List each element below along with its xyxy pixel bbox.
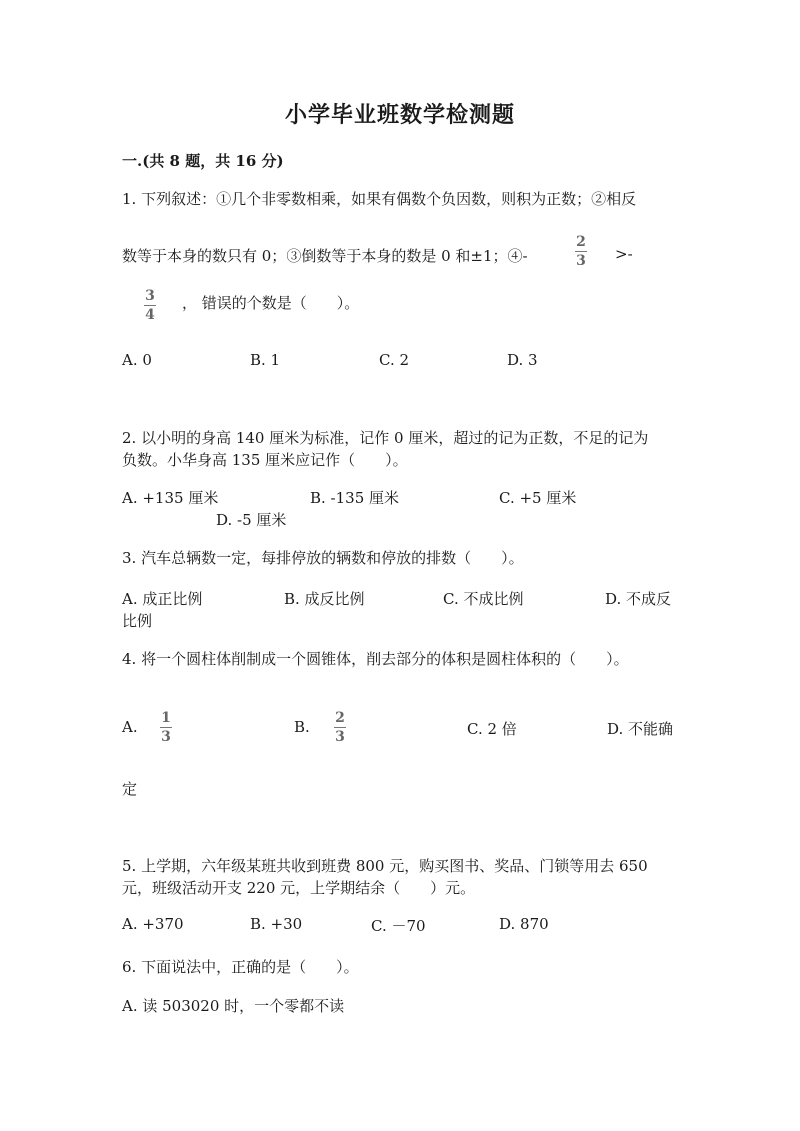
- q5-line-1: 5. 上学期，六年级某班共收到班费 800 元，购买图书、奖品、门锁等用去 650: [122, 857, 648, 875]
- q2-option-a[interactable]: A. +135 厘米: [122, 489, 219, 507]
- q5-option-c[interactable]: C. －70: [371, 917, 426, 935]
- q1-option-d[interactable]: D. 3: [507, 351, 538, 369]
- q5-option-d[interactable]: D. 870: [499, 915, 549, 933]
- q4-fraction-1-3: [160, 710, 172, 745]
- fraction-bar: [334, 727, 346, 728]
- q6-line-1: 6. 下面说法中，正确的是（ ）。: [122, 958, 359, 976]
- q1-option-a[interactable]: A. 0: [122, 351, 152, 369]
- fraction-bar: [160, 727, 172, 728]
- q2-line-2: 负数。小华身高 135 厘米应记作（ ）。: [122, 451, 408, 469]
- fraction-bar: [575, 251, 587, 252]
- fraction-numerator: 3: [145, 288, 155, 304]
- q3-option-c[interactable]: C. 不成比例: [443, 590, 524, 608]
- q1-fraction-2-3: [575, 234, 587, 269]
- q4-fraction-2-3: [334, 710, 346, 745]
- fraction-denominator: 3: [161, 729, 171, 745]
- page-title: 小学毕业班数学检测题: [284, 102, 515, 128]
- q1-line-2: 数等于本身的数只有 0；③倒数等于本身的数是 0 和±1；④-: [122, 247, 528, 265]
- q6-option-a[interactable]: A. 读 503020 时，一个零都不读: [122, 997, 345, 1015]
- q3-option-a[interactable]: A. 成正比例: [122, 590, 203, 608]
- fraction-denominator: 4: [145, 307, 155, 323]
- q1-option-b[interactable]: B. 1: [250, 351, 281, 369]
- q1-greater-than: >-: [615, 245, 633, 263]
- q5-option-a[interactable]: A. +370: [122, 915, 184, 933]
- q2-option-b[interactable]: B. -135 厘米: [310, 489, 400, 507]
- q2-option-d[interactable]: D. -5 厘米: [216, 511, 287, 529]
- q3-option-d[interactable]: D. 不成反: [605, 590, 672, 608]
- q1-line-1: 1. 下列叙述：①几个非零数相乘，如果有偶数个负因数，则积为正数；②相反: [122, 190, 637, 208]
- q5-line-2: 元，班级活动开支 220 元，上学期结余（ ）元。: [122, 879, 476, 897]
- section-heading: 一.(共 8 题，共 16 分): [122, 152, 284, 170]
- fraction-numerator: 2: [576, 234, 586, 250]
- q4-option-d-wrap: 定: [122, 780, 138, 798]
- q2-option-c[interactable]: C. +5 厘米: [499, 489, 577, 507]
- fraction-denominator: 3: [576, 253, 586, 269]
- q4-option-c[interactable]: C. 2 倍: [467, 720, 517, 738]
- q3-option-b[interactable]: B. 成反比例: [284, 590, 365, 608]
- q5-option-b[interactable]: B. +30: [250, 915, 303, 933]
- q4-line-1: 4. 将一个圆柱体削制成一个圆锥体，削去部分的体积是圆柱体积的（ ）。: [122, 650, 629, 668]
- q1-option-c[interactable]: C. 2: [379, 351, 410, 369]
- q3-option-d-wrap: 比例: [122, 612, 153, 630]
- q3-line-1: 3. 汽车总辆数一定，每排停放的辆数和停放的排数（ ）。: [122, 549, 524, 567]
- fraction-numerator: 2: [335, 710, 345, 726]
- fraction-denominator: 3: [335, 729, 345, 745]
- q1-fraction-3-4: [144, 288, 156, 323]
- q4-option-b[interactable]: B.: [294, 718, 310, 736]
- fraction-bar: [144, 305, 156, 306]
- q4-option-a[interactable]: A.: [122, 718, 138, 736]
- fraction-numerator: 1: [161, 710, 171, 726]
- q4-option-d[interactable]: D. 不能确: [607, 720, 674, 738]
- q1-line-3: ， 错误的个数是（ ）。: [182, 294, 360, 312]
- q2-line-1: 2. 以小明的身高 140 厘米为标准，记作 0 厘米，超过的记为正数，不足的记为: [122, 429, 649, 447]
